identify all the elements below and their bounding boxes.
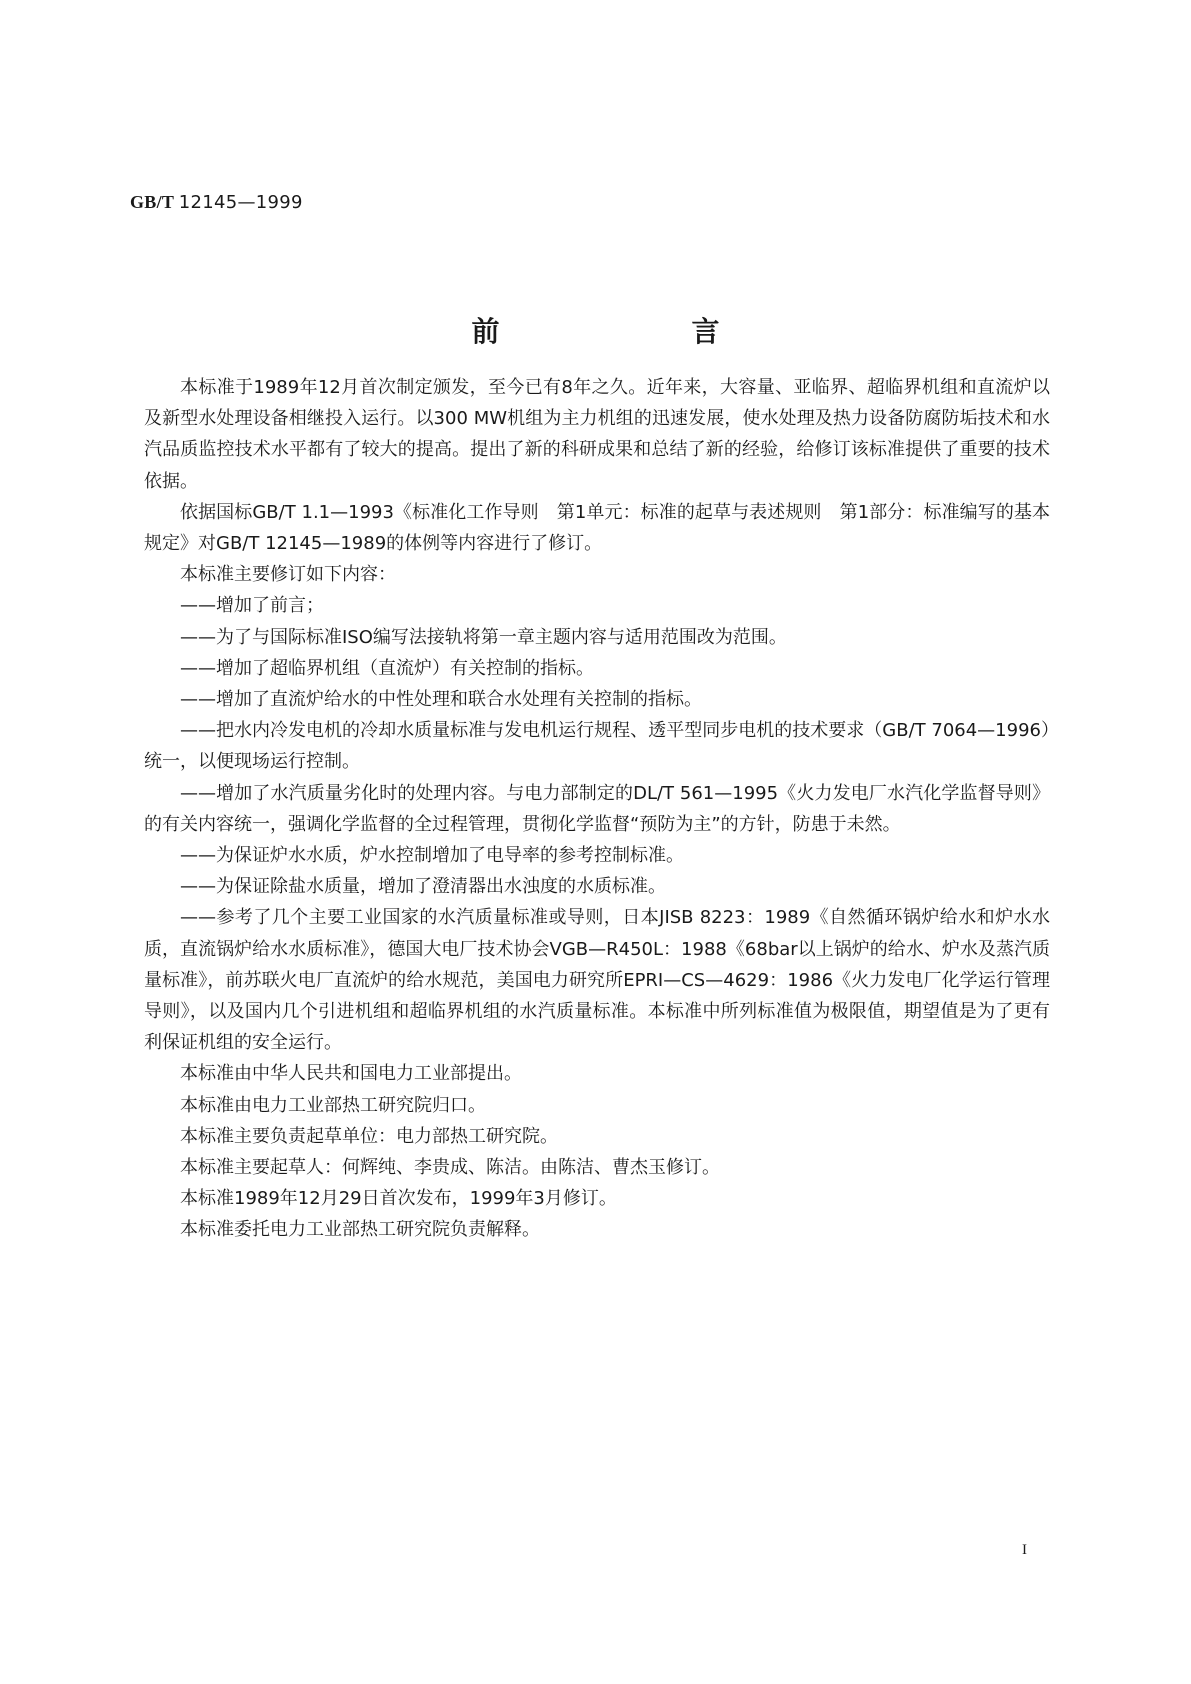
list-item: ——增加了直流炉给水的中性处理和联合水处理有关控制的指标。	[180, 689, 702, 711]
list-item: ——参考了几个主要工业国家的水汽质量标准或导则，日本JISB 8223：1989《自然循环锅炉给水和炉水水质，直流锅炉给水水质标准》，德国大电厂技术协会VGB—R450L：1988《68bar以上锅炉的给水、炉水及蒸汽质量标准》，前苏联火电厂直流炉的给水规范，美国电力研究所EPRI—CS—4629：1986《火力发电厂化学运行管理导则》，以及国内几个引进机组和超临界机组的水汽质量标准。本标准中所列标准值为极限值，期望值是为了更有利保证机组的安全运行。	[144, 907, 1050, 1054]
paragraph: 本标准主要负责起草单位：电力部热工研究院。	[180, 1125, 558, 1147]
list-item: ——增加了前言；	[180, 595, 324, 617]
list-item: ——为了与国际标准ISO编写法接轨将第一章主题内容与适用范围改为范围。	[180, 626, 787, 648]
list-item: ——增加了超临界机组（直流炉）有关控制的指标。	[180, 657, 594, 679]
paragraph: 本标准于1989年12月首次制定颁发，至今已有8年之久。近年来，大容量、亚临界、超临界机组和直流炉以及新型水处理设备相继投入运行。以300 MW机组为主力机组的迅速发展，使水处理及热力设备防腐防垢技术和水汽品质监控技术水平都有了较大的提高。提出了新的科研成果和总结了新的经验，给修订该标准提供了重要的技术依据。	[144, 377, 1050, 492]
paragraph: 本标准主要起草人：何辉纯、李贵成、陈洁。由陈洁、曹杰玉修订。	[180, 1157, 720, 1179]
paragraph: 依据国标GB/T 1.1—1993《标准化工作导则 第1单元：标准的起草与表述规则 第1部分：标准编写的基本规定》对GB/T 12145—1989的体例等内容进行了修订。	[144, 501, 1050, 555]
page-title: 前 言	[471, 315, 802, 348]
list-item: ——为保证除盐水质量，增加了澄清器出水浊度的水质标准。	[180, 876, 666, 898]
list-item: ——增加了水汽质量劣化时的处理内容。与电力部制定的DL/T 561—1995《火力发电厂水汽化学监督导则》的有关内容统一，强调化学监督的全过程管理，贯彻化学监督“预防为主”的方针，防患于未然。	[144, 782, 1050, 835]
list-item: ——把水内冷发电机的冷却水质量标准与发电机运行规程、透平型同步电机的技术要求（GB/T 7064—1996）统一，以便现场运行控制。	[144, 720, 1050, 773]
document-code-number: 12145—1999	[178, 192, 303, 213]
paragraph: 本标准由中华人民共和国电力工业部提出。	[180, 1063, 522, 1085]
document-code-prefix: GB/T	[130, 192, 174, 212]
document-code	[130, 192, 303, 213]
foreword-body	[144, 372, 1050, 1246]
page-number: I	[1022, 1542, 1027, 1558]
paragraph: 本标准1989年12月29日首次发布，1999年3月修订。	[180, 1188, 617, 1210]
paragraph: 本标准主要修订如下内容：	[180, 564, 396, 586]
paragraph: 本标准由电力工业部热工研究院归口。	[180, 1094, 486, 1116]
paragraph: 本标准委托电力工业部热工研究院负责解释。	[180, 1219, 540, 1241]
list-item: ——为保证炉水水质，炉水控制增加了电导率的参考控制标准。	[180, 845, 684, 867]
